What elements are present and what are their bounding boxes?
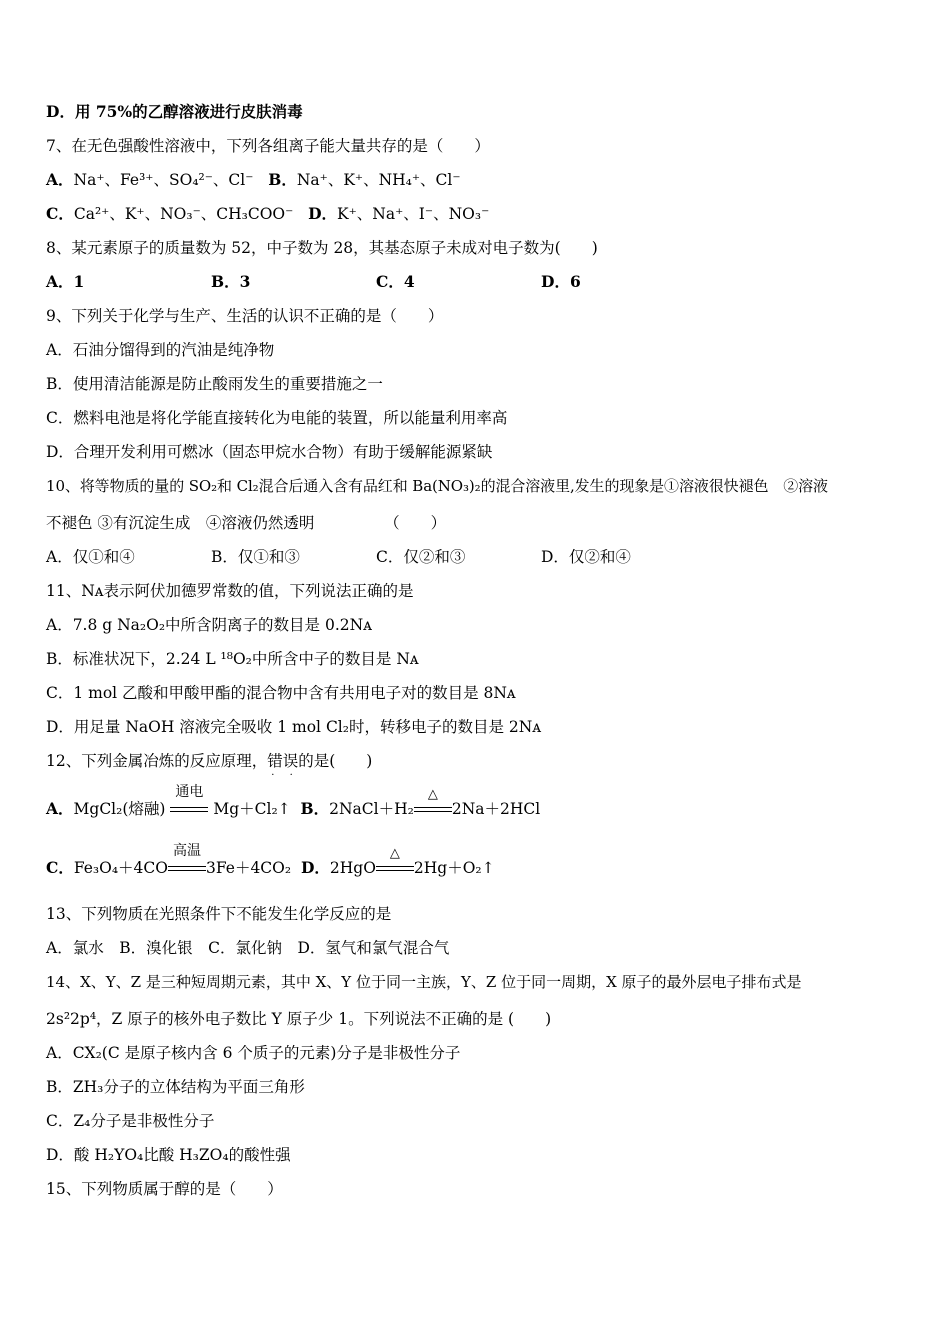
- q12-c-condition: 高温: [173, 843, 201, 859]
- q14-option-d: D．酸 H₂YO₄比酸 H₃ZO₄的酸性强: [46, 1146, 291, 1164]
- q12-c-right: 3Fe＋4CO₂: [206, 859, 292, 877]
- q8-option-b: B．3: [211, 272, 251, 291]
- q12-stem-pre: 12、下列金属冶炼的反应原理，: [46, 752, 268, 770]
- q10-stem-line1: 10、将等物质的量的 SO₂和 Cl₂混合后通入含有品红和 Ba(NO₃)₂的混合溶液里,发生的现象是①溶液很快褪色 ②溶液: [46, 477, 828, 495]
- q14-stem-line2: 2s²2p⁴，Z 原子的核外电子数比 Y 原子少 1。下列说法不正确的是 ( ): [46, 1010, 552, 1028]
- q12-options-ab: [46, 784, 541, 819]
- q12-a-equals-sign: [170, 807, 208, 812]
- q11-option-b: B．标准状况下，2.24 L ¹⁸O₂中所含中子的数目是 Nᴀ: [46, 650, 419, 668]
- q12-d-equals-sign: [376, 866, 414, 871]
- q12-options-cd: [46, 843, 495, 878]
- q7-a-text: Na⁺、Fe³⁺、SO₄²⁻、Cl⁻: [73, 171, 254, 189]
- q10-stem-line2: 不褪色 ③有沉淀生成 ④溶液仍然透明 （ ）: [46, 514, 447, 532]
- q14-option-c: C．Z₄分子是非极性分子: [46, 1112, 215, 1130]
- q13-stem: 13、下列物质在光照条件下不能发生化学反应的是: [46, 905, 392, 923]
- q11-option-a: A．7.8 g Na₂O₂中所含阴离子的数目是 0.2Nᴀ: [46, 616, 372, 634]
- q9-option-a: A．石油分馏得到的汽油是纯净物: [46, 341, 275, 359]
- q7-d-text: K⁺、Na⁺、I⁻、NO₃⁻: [337, 205, 490, 223]
- q7-b-label: B．: [268, 170, 297, 189]
- q7-options-ab: [46, 170, 461, 190]
- q12-stem-emphasis: 错误 · ·: [267, 752, 298, 770]
- q10-option-b: B．仅①和③: [211, 548, 300, 566]
- q11-stem: 11、Nᴀ表示阿伏加德罗常数的值，下列说法正确的是: [46, 582, 414, 600]
- q8-option-d: D．6: [541, 272, 581, 291]
- q7-c-label: C．: [46, 204, 74, 223]
- q8-option-c: C．4: [376, 272, 415, 291]
- q11-option-d: D．用足量 NaOH 溶液完全吸收 1 mol Cl₂时，转移电子的数目是 2Nᴀ: [46, 718, 542, 736]
- q14-option-a: A．CX₂(C 是原子核内含 6 个质子的元素)分子是非极性分子: [46, 1044, 461, 1062]
- q10-option-a: A．仅①和④: [46, 548, 135, 566]
- q7-b-text: Na⁺、K⁺、NH₄⁺、Cl⁻: [296, 171, 461, 189]
- q11-option-c: C．1 mol 乙酸和甲酸甲酯的混合物中含有共用电子对的数目是 8Nᴀ: [46, 684, 516, 702]
- q12-a-label: A．: [46, 799, 74, 818]
- q9-option-c: C．燃料电池是将化学能直接转化为电能的装置，所以能量利用率高: [46, 409, 508, 427]
- q14-option-b: B．ZH₃分子的立体结构为平面三角形: [46, 1078, 305, 1096]
- q7-options-cd: [46, 204, 489, 224]
- q12-a-condition-arrow: [170, 784, 208, 819]
- q12-b-left: 2NaCl＋H₂: [329, 800, 414, 818]
- q12-a-condition: 通电: [175, 784, 204, 800]
- q14-stem-line1: 14、X、Y、Z 是三种短周期元素，其中 X、Y 位于同一主族，Y、Z 位于同一周期，X 原子的最外层电子排布式是: [46, 973, 802, 991]
- q12-d-condition-arrow: [376, 846, 414, 878]
- q7-c-text: Ca²⁺、K⁺、NO₃⁻、CH₃COO⁻: [73, 205, 294, 223]
- q12-b-equals-sign: [414, 807, 452, 812]
- q7-d-label: D．: [308, 204, 338, 223]
- q10-options: [46, 547, 706, 567]
- q12-d-label: D．: [300, 858, 330, 877]
- q12-d-right: 2Hg＋O₂↑: [413, 859, 495, 877]
- q12-c-condition-arrow: [168, 843, 206, 878]
- q13-options: A．氯水 B．溴化银 C．氯化钠 D．氢气和氯气混合气: [46, 939, 450, 957]
- q12-c-left: Fe₃O₄＋4CO: [73, 859, 168, 877]
- q15-stem: 15、下列物质属于醇的是（ ）: [46, 1180, 283, 1198]
- q12-stem: [46, 751, 372, 771]
- q10-option-d: D．仅②和④: [541, 548, 631, 566]
- q12-b-condition: △: [427, 787, 438, 802]
- q12-c-label: C．: [46, 858, 74, 877]
- q12-b-label: B．: [300, 799, 330, 818]
- q12-stem-post: 的是( ): [298, 752, 373, 770]
- q10-option-c: C．仅②和③: [376, 548, 466, 566]
- q8-option-a: A．1: [46, 272, 85, 291]
- q9-option-b: B．使用清洁能源是防止酸雨发生的重要措施之一: [46, 375, 383, 393]
- q12-a-left: MgCl₂(熔融): [73, 800, 166, 818]
- q8-stem: 8、某元素原子的质量数为 52，中子数为 28，其基态原子未成对电子数为( ): [46, 239, 598, 257]
- q12-d-left: 2HgO: [329, 859, 376, 877]
- q7-stem: 7、在无色强酸性溶液中，下列各组离子能大量共存的是（ ）: [46, 137, 490, 155]
- q12-b-condition-arrow: [414, 787, 452, 819]
- q9-stem: 9、下列关于化学与生产、生活的认识不正确的是（ ）: [46, 307, 444, 325]
- q7-a-label: A．: [46, 170, 74, 189]
- q12-c-equals-sign: [168, 866, 206, 871]
- q12-b-right: 2Na＋2HCl: [451, 800, 541, 818]
- q6-option-d: D．用 75%的乙醇溶液进行皮肤消毒: [46, 102, 303, 121]
- q9-option-d: D．合理开发利用可燃冰（固态甲烷水合物）有助于缓解能源紧缺: [46, 443, 493, 461]
- q8-options: [46, 272, 706, 292]
- q12-a-right: Mg＋Cl₂↑: [213, 800, 291, 818]
- q12-d-condition: △: [389, 846, 400, 861]
